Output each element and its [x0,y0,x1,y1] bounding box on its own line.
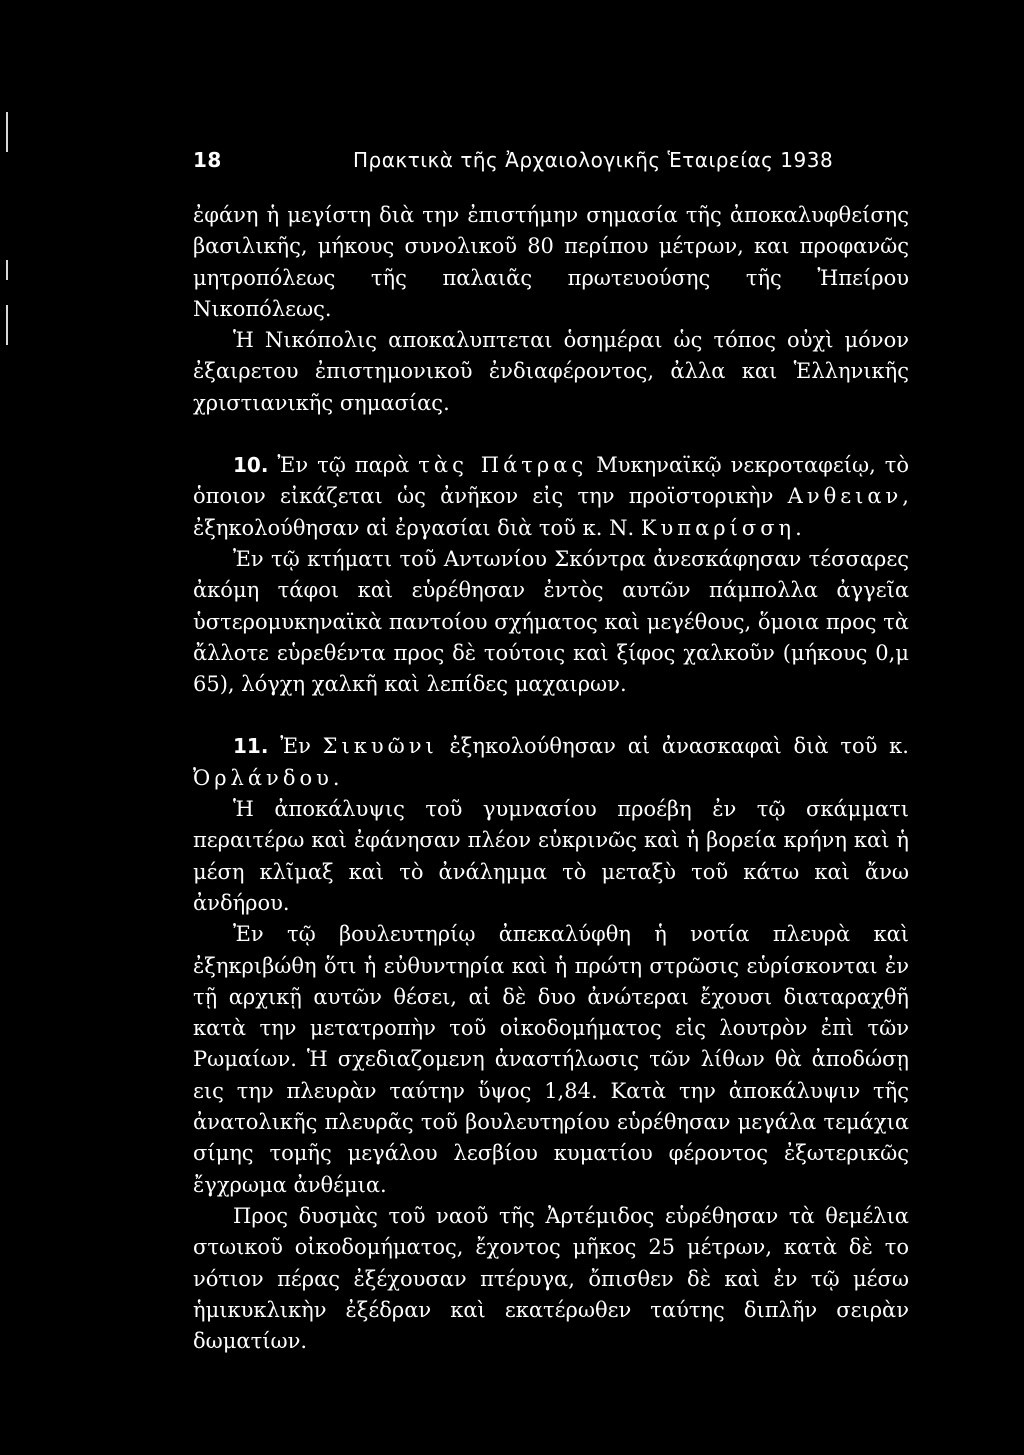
running-title: Πρακτικὰ τῆς Ἀρχαιολογικῆς Ἑταιρείας 1938 [353,148,834,172]
paragraph: Προς δυσμὰς τοῦ ναοῦ τῆς Ἀρτέμιδος εὑρέθησαν τὰ θεμέλια στωικοῦ οἰκοδομήματος, ἔχοντος μῆκος 25 μέτρων, κατὰ δὲ το νότιον πέρας ἐξέχουσαν πτέρυγα, ὄπισθεν δὲ καὶ ἐν τῷ μέσω ἡμικυκλικὴν ἐξέδραν καὶ εκατέρωθεν ταύτης διπλῆν σειρὰν δωματίων. [193,1203,909,1354]
section-text: , ἐξηκολούθησαν αἱ ἐργασίαι διὰ τοῦ κ. Ν. [193,484,909,540]
section-gap [193,419,909,450]
section-gap [193,700,909,731]
section-text: . [332,765,340,790]
section-text: Ἐν τῷ παρὰ [277,453,410,478]
body-text [193,200,909,1357]
scan-edge-mark [6,260,8,280]
paragraph: ἐφάνη ἡ μεγίστη διὰ την ἐπιστήμην σημασία τῆς ἀποκαλυφθείσης βασιλικῆς, μήκους συνολικοῦ 80 περίπου μέτρων, και προφανῶς μητροπόλεως τῆς παλαιᾶς πρωτευούσης τῆς Ἠπείρου Νικοπόλεως. [193,203,909,321]
section-11 [193,731,909,794]
paragraph: Ἐν τῷ βουλευτηρίῳ ἀπεκαλύφθη ἡ νοτία πλευρὰ καὶ ἐξηκριβώθη ὅτι ἡ εὐθυντηρία καὶ ἡ πρώτη στρῶσις εὑρίσκονται ἐν τῇ αρχικῇ αυτῶν θέσει, αἱ δὲ δυο ἀνώτεραι ἔχουσι διαταραχθῆ κατὰ την μετατροπὴν τοῦ οἰκοδομήματος εἰς λουτρὸν ἐπὶ τῶν Ρωμαίων. Ἡ σχεδιαζομενη ἀναστήλωσις τῶν λίθων θὰ ἀποδώσῃ εις την πλευρὰν ταύτην ὕψος 1,84. Κατὰ την ἀποκάλυψιν τῆς ἀνατολικῆς πλευρᾶς τοῦ βουλευτηρίου εὑρέθησαν μεγάλα τεμάχια σίμης τομῆς μεγάλου λεσβίου κυματίου φέροντος ἐξωτερικῶς ἔγχρωμα ἀνθέμια. [193,922,909,1197]
place-name: Ανθειαν [787,484,903,509]
section-text: ἐξηκολούθησαν αἱ ἀνασκαφαὶ διὰ τοῦ κ. [449,734,909,759]
person-name: Κυπαρίσση [640,515,796,540]
paragraph: Ἡ Νικόπολις αποκαλυπτεται ὁσημέραι ὡς τόπος οὐχὶ μόνον ἐξαιρετου ἐπιστημονικοῦ ἐνδιαφέροντος, ἀλλα και Ἑλληνικῆς χριστιανικῆς σημασίας. [193,328,909,415]
place-name: τὰς Πάτρας [418,453,588,478]
section-10 [193,450,909,544]
scan-edge-mark [6,112,8,152]
page-number: 18 [193,148,222,172]
person-name: Ὀρλάνδου [193,765,333,790]
section-text: . [795,515,802,540]
paragraph: Ἡ ἀποκάλυψις τοῦ γυμνασίου προέβη ἐν τῷ σκάμματι περαιτέρω καὶ ἐφάνησαν πλέον εὐκρινῶς καὶ ἡ βορεία κρήνη καὶ ἡ μέση κλῖμαξ καὶ τὸ ἀνάλημμα τὸ μεταξὺ τοῦ κάτω καὶ ἄνω ἀνδήρου. [193,797,909,915]
section-number: 11. [233,734,269,759]
scan-edge-mark [6,305,8,345]
page-header [193,148,913,172]
place-name: Σικυῶνι [322,734,438,759]
paragraph: Ἐν τῷ κτήματι τοῦ Αντωνίου Σκόντρα ἀνεσκάφησαν τέσσαρες ἀκόμη τάφοι καὶ εὑρέθησαν ἐντὸς αυτῶν πάμπολλα ἀγγεῖα ὑστερομυκηναϊκὰ παντοίου σχήματος καὶ μεγέθους, ὅμοια προς τὰ ἄλλοτε εὑρεθέντα προς δὲ τούτοις καὶ ξίφος χαλκοῦν (μήκους 0,μ 65), λόγχη χαλκῆ καὶ λεπίδες μαχαιρων. [193,546,909,697]
section-number: 10. [233,453,269,478]
section-text: Μυκηναϊκῷ νεκροταφείῳ, τὸ ὁποιον εἰκάζεται ὡς ἀνῆκον εἰς την προϊστορικὴν [193,453,909,509]
section-text: Ἐν [280,734,311,759]
